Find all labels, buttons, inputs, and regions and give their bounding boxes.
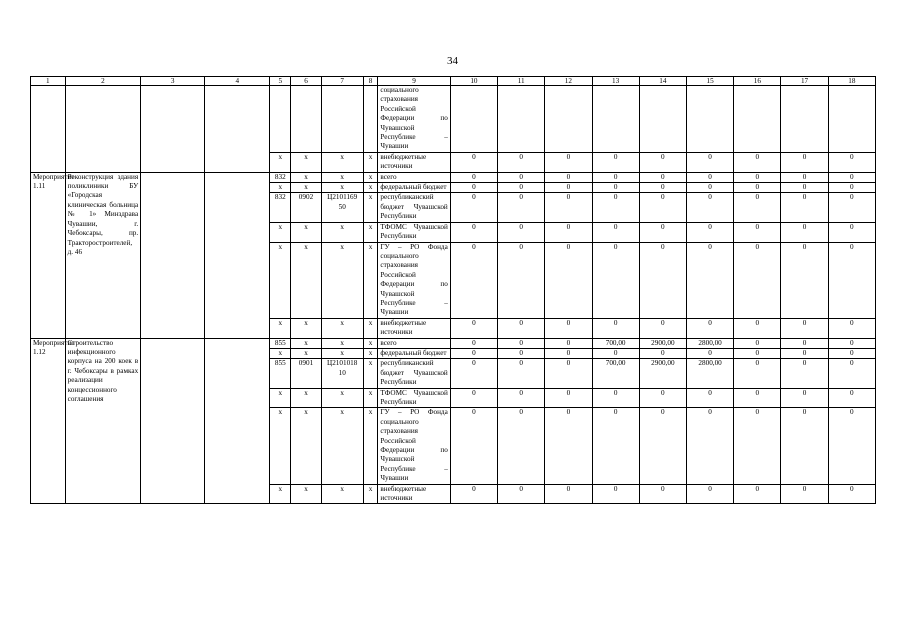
- value-cell: 0: [498, 222, 545, 242]
- value-cell: 0: [545, 338, 592, 348]
- value-cell: 0: [498, 338, 545, 348]
- value-cell: 0: [828, 172, 875, 182]
- target-article-cell: x: [321, 348, 363, 358]
- budget-table: [30, 76, 876, 504]
- value-cell: 0: [686, 408, 733, 484]
- header-cell: 13: [592, 77, 639, 86]
- value-cell: 0: [545, 348, 592, 358]
- value-cell: 0: [686, 222, 733, 242]
- value-cell: 0: [639, 222, 686, 242]
- value-cell: 0: [545, 408, 592, 484]
- value-cell: 0: [734, 152, 781, 172]
- header-cell: 16: [734, 77, 781, 86]
- header-cell: 10: [450, 77, 497, 86]
- value-cell: 0: [686, 348, 733, 358]
- expense-type-cell: x: [363, 338, 378, 348]
- header-cell: 9: [378, 77, 450, 86]
- value-cell: 0: [781, 318, 828, 338]
- measure-name-cell: Реконструкция здания поликлиники БУ «Городская клиническая больница № 1» Минздрава Чувашии, г. Чебоксары, пр. Тракторостроителей, д. 46: [65, 172, 141, 338]
- funding-source-cell: федеральный бюджет: [378, 183, 450, 193]
- value-cell: [545, 86, 592, 153]
- funding-source-cell: внебюджетные источники: [378, 152, 450, 172]
- value-cell: 0: [639, 172, 686, 182]
- target-article-cell: x: [321, 152, 363, 172]
- header-cell: 7: [321, 77, 363, 86]
- value-cell: 0: [592, 484, 639, 504]
- header-cell: 8: [363, 77, 378, 86]
- value-cell: 0: [498, 193, 545, 222]
- admin-code-cell: x: [270, 484, 291, 504]
- funding-source-cell: федеральный бюджет: [378, 348, 450, 358]
- expense-type-cell: x: [363, 318, 378, 338]
- admin-code-cell: 855: [270, 359, 291, 388]
- header-cell: 3: [141, 77, 205, 86]
- value-cell: 0: [592, 152, 639, 172]
- value-cell: 0: [450, 408, 497, 484]
- value-cell: 0: [686, 484, 733, 504]
- target-article-cell: x: [321, 408, 363, 484]
- expense-type-cell: x: [363, 222, 378, 242]
- value-cell: [781, 86, 828, 153]
- value-cell: 0: [450, 318, 497, 338]
- value-cell: 0: [828, 183, 875, 193]
- admin-code-cell: x: [270, 222, 291, 242]
- value-cell: 0: [450, 172, 497, 182]
- value-cell: 0: [450, 242, 497, 318]
- value-cell: 0: [545, 222, 592, 242]
- value-cell: 0: [639, 152, 686, 172]
- target-article-cell: x: [321, 183, 363, 193]
- expense-type-cell: x: [363, 152, 378, 172]
- target-article-cell: x: [321, 338, 363, 348]
- value-cell: 0: [498, 183, 545, 193]
- section-code-cell: x: [291, 388, 321, 408]
- value-cell: 0: [498, 318, 545, 338]
- section-code-cell: [291, 86, 321, 153]
- value-cell: 0: [545, 193, 592, 222]
- funding-source-cell: ТФОМС Чувашской Республики: [378, 388, 450, 408]
- header-cell: 5: [270, 77, 291, 86]
- value-cell: 0: [592, 222, 639, 242]
- expense-type-cell: x: [363, 484, 378, 504]
- funding-source-cell: социального страхования Российской Федерации по Чувашской Республике – Чувашии: [378, 86, 450, 153]
- value-cell: 0: [734, 318, 781, 338]
- funding-source-cell: республиканский бюджет Чувашской Республики: [378, 193, 450, 222]
- value-cell: [734, 86, 781, 153]
- value-cell: 0: [498, 408, 545, 484]
- header-cell: 6: [291, 77, 321, 86]
- value-cell: 0: [545, 242, 592, 318]
- value-cell: 0: [592, 242, 639, 318]
- target-article-cell: Ц2101169 50: [321, 193, 363, 222]
- target-article-cell: x: [321, 484, 363, 504]
- value-cell: 0: [450, 359, 497, 388]
- value-cell: 0: [828, 318, 875, 338]
- admin-code-cell: [270, 86, 291, 153]
- expense-type-cell: [363, 86, 378, 153]
- admin-code-cell: x: [270, 388, 291, 408]
- header-cell: 12: [545, 77, 592, 86]
- section-code-cell: 0901: [291, 359, 321, 388]
- header-cell: 2: [65, 77, 141, 86]
- section-code-cell: x: [291, 172, 321, 182]
- admin-code-cell: x: [270, 408, 291, 484]
- value-cell: [686, 86, 733, 153]
- value-cell: 0: [781, 152, 828, 172]
- funding-source-cell: ГУ – РО Фонда социального страхования Российской Федерации по Чувашской Республике – Чувашии: [378, 242, 450, 318]
- value-cell: 2900,00: [639, 359, 686, 388]
- value-cell: 700,00: [592, 359, 639, 388]
- value-cell: 0: [686, 183, 733, 193]
- value-cell: 0: [734, 359, 781, 388]
- value-cell: 0: [545, 388, 592, 408]
- value-cell: [450, 86, 497, 153]
- value-cell: 0: [734, 172, 781, 182]
- value-cell: 0: [450, 183, 497, 193]
- measure-number-cell: Мероприятие 1.12: [31, 338, 66, 504]
- value-cell: 0: [686, 242, 733, 318]
- value-cell: 0: [592, 193, 639, 222]
- value-cell: 0: [828, 359, 875, 388]
- value-cell: 0: [639, 348, 686, 358]
- value-cell: 0: [498, 388, 545, 408]
- section-code-cell: x: [291, 222, 321, 242]
- column-number-header: [31, 77, 876, 86]
- section-code-cell: x: [291, 318, 321, 338]
- section-code-cell: x: [291, 338, 321, 348]
- empty-cell: [141, 86, 205, 173]
- value-cell: 0: [828, 193, 875, 222]
- value-cell: 700,00: [592, 338, 639, 348]
- target-article-cell: Ц2101018 10: [321, 359, 363, 388]
- funding-source-cell: ГУ – РО Фонда социального страхования Российской Федерации по Чувашской Республике – Чувашии: [378, 408, 450, 484]
- section-code-cell: x: [291, 484, 321, 504]
- empty-cell: [205, 172, 270, 338]
- value-cell: 0: [592, 408, 639, 484]
- section-code-cell: 0902: [291, 193, 321, 222]
- value-cell: 0: [686, 388, 733, 408]
- value-cell: 0: [781, 183, 828, 193]
- section-code-cell: x: [291, 242, 321, 318]
- value-cell: 0: [450, 484, 497, 504]
- value-cell: [498, 86, 545, 153]
- value-cell: 0: [828, 388, 875, 408]
- value-cell: [592, 86, 639, 153]
- value-cell: 0: [828, 408, 875, 484]
- value-cell: 0: [545, 359, 592, 388]
- value-cell: 0: [450, 388, 497, 408]
- value-cell: 0: [828, 348, 875, 358]
- value-cell: 0: [781, 172, 828, 182]
- measure-name-cell: [65, 86, 141, 173]
- funding-source-cell: всего: [378, 172, 450, 182]
- value-cell: 0: [450, 193, 497, 222]
- empty-cell: [205, 338, 270, 504]
- value-cell: 0: [545, 172, 592, 182]
- value-cell: [828, 86, 875, 153]
- value-cell: 0: [828, 222, 875, 242]
- expense-type-cell: x: [363, 348, 378, 358]
- value-cell: 0: [781, 222, 828, 242]
- value-cell: 0: [639, 183, 686, 193]
- funding-source-cell: всего: [378, 338, 450, 348]
- header-cell: 1: [31, 77, 66, 86]
- value-cell: 0: [734, 348, 781, 358]
- value-cell: 0: [498, 242, 545, 318]
- value-cell: 0: [498, 359, 545, 388]
- admin-code-cell: x: [270, 348, 291, 358]
- header-cell: 11: [498, 77, 545, 86]
- admin-code-cell: x: [270, 152, 291, 172]
- target-article-cell: x: [321, 172, 363, 182]
- value-cell: 0: [450, 222, 497, 242]
- value-cell: 2900,00: [639, 338, 686, 348]
- target-article-cell: x: [321, 242, 363, 318]
- value-cell: 0: [639, 484, 686, 504]
- value-cell: 0: [734, 193, 781, 222]
- value-cell: 0: [450, 152, 497, 172]
- section-code-cell: x: [291, 348, 321, 358]
- target-article-cell: x: [321, 318, 363, 338]
- measure-number-cell: Мероприятие 1.11: [31, 172, 66, 338]
- expense-type-cell: x: [363, 388, 378, 408]
- value-cell: 0: [592, 388, 639, 408]
- empty-cell: [141, 172, 205, 338]
- funding-source-cell: внебюджетные источники: [378, 484, 450, 504]
- value-cell: 0: [450, 338, 497, 348]
- admin-code-cell: 832: [270, 193, 291, 222]
- measure-name-cell: Строительство инфекционного корпуса на 200 коек в г. Чебоксары в рамках реализации концессионного соглашения: [65, 338, 141, 504]
- value-cell: 0: [592, 348, 639, 358]
- value-cell: 0: [734, 242, 781, 318]
- value-cell: 0: [781, 484, 828, 504]
- value-cell: 0: [498, 484, 545, 504]
- table-row: [31, 338, 876, 348]
- value-cell: 0: [639, 408, 686, 484]
- header-cell: 17: [781, 77, 828, 86]
- value-cell: 0: [734, 388, 781, 408]
- header-cell: 14: [639, 77, 686, 86]
- expense-type-cell: x: [363, 172, 378, 182]
- value-cell: 0: [781, 242, 828, 318]
- value-cell: 0: [781, 338, 828, 348]
- value-cell: 0: [781, 359, 828, 388]
- admin-code-cell: 855: [270, 338, 291, 348]
- expense-type-cell: x: [363, 242, 378, 318]
- value-cell: 0: [781, 348, 828, 358]
- value-cell: 0: [686, 193, 733, 222]
- funding-source-cell: ТФОМС Чувашской Республики: [378, 222, 450, 242]
- admin-code-cell: x: [270, 242, 291, 318]
- value-cell: 0: [734, 183, 781, 193]
- value-cell: 0: [450, 348, 497, 358]
- value-cell: 0: [545, 484, 592, 504]
- header-cell: 4: [205, 77, 270, 86]
- section-code-cell: x: [291, 152, 321, 172]
- value-cell: 0: [686, 172, 733, 182]
- value-cell: 0: [545, 183, 592, 193]
- expense-type-cell: x: [363, 193, 378, 222]
- admin-code-cell: x: [270, 183, 291, 193]
- value-cell: 0: [781, 408, 828, 484]
- value-cell: 0: [828, 152, 875, 172]
- expense-type-cell: x: [363, 408, 378, 484]
- value-cell: 2800,00: [686, 338, 733, 348]
- expense-type-cell: x: [363, 183, 378, 193]
- value-cell: 0: [686, 318, 733, 338]
- value-cell: 0: [639, 242, 686, 318]
- table-row: [31, 86, 876, 153]
- table-row: [31, 172, 876, 182]
- section-code-cell: x: [291, 183, 321, 193]
- value-cell: 0: [545, 318, 592, 338]
- funding-source-cell: внебюджетные источники: [378, 318, 450, 338]
- expense-type-cell: x: [363, 359, 378, 388]
- funding-source-cell: республиканский бюджет Чувашской Республики: [378, 359, 450, 388]
- header-cell: 18: [828, 77, 875, 86]
- section-code-cell: x: [291, 408, 321, 484]
- value-cell: 0: [828, 338, 875, 348]
- value-cell: 2800,00: [686, 359, 733, 388]
- value-cell: 0: [498, 172, 545, 182]
- admin-code-cell: x: [270, 318, 291, 338]
- value-cell: 0: [639, 318, 686, 338]
- measure-number-cell: [31, 86, 66, 173]
- empty-cell: [205, 86, 270, 173]
- value-cell: 0: [734, 484, 781, 504]
- value-cell: 0: [639, 193, 686, 222]
- empty-cell: [141, 338, 205, 504]
- value-cell: 0: [639, 388, 686, 408]
- admin-code-cell: 832: [270, 172, 291, 182]
- value-cell: 0: [781, 193, 828, 222]
- target-article-cell: [321, 86, 363, 153]
- header-cell: 15: [686, 77, 733, 86]
- value-cell: 0: [545, 152, 592, 172]
- value-cell: 0: [498, 152, 545, 172]
- value-cell: 0: [592, 318, 639, 338]
- value-cell: 0: [498, 348, 545, 358]
- value-cell: 0: [592, 172, 639, 182]
- value-cell: 0: [734, 338, 781, 348]
- value-cell: 0: [828, 242, 875, 318]
- page-number: 34: [447, 55, 458, 67]
- value-cell: [639, 86, 686, 153]
- value-cell: 0: [734, 408, 781, 484]
- target-article-cell: x: [321, 388, 363, 408]
- value-cell: 0: [592, 183, 639, 193]
- target-article-cell: x: [321, 222, 363, 242]
- value-cell: 0: [828, 484, 875, 504]
- value-cell: 0: [686, 152, 733, 172]
- value-cell: 0: [734, 222, 781, 242]
- value-cell: 0: [781, 388, 828, 408]
